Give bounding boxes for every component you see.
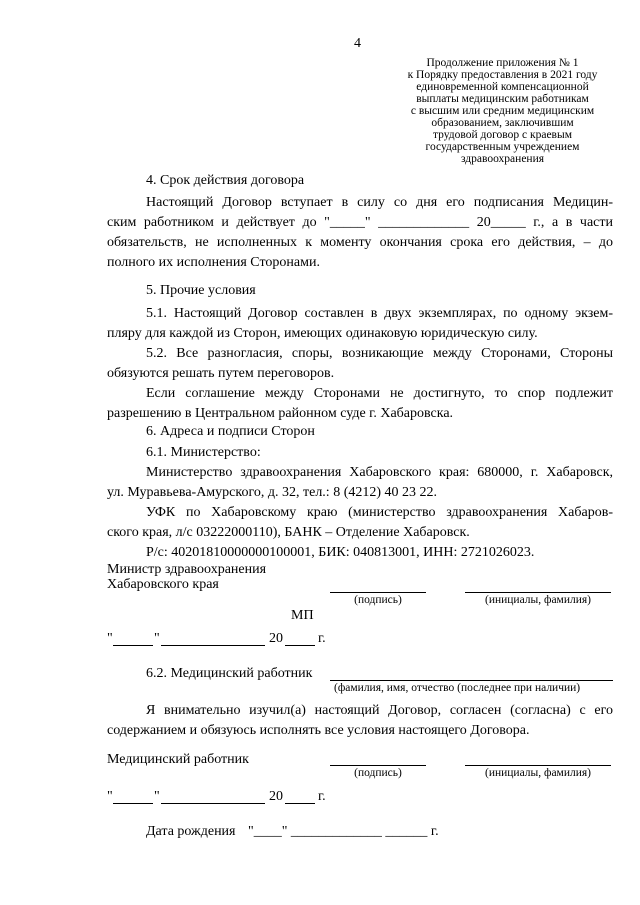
paragraph-line: ским работником и действует до "_____" _____________ 20_____ г., а в части: [107, 215, 613, 230]
paragraph-line: Я внимательно изучил(а) настоящий Договор, согласен (согласна) с его: [146, 703, 613, 718]
ministry-label: 6.1. Министерство:: [146, 445, 261, 460]
paragraph-line: Р/с: 40201810000000100001, БИК: 040813001, ИНН: 2721026023.: [146, 545, 535, 560]
page-number: 4: [354, 36, 361, 51]
appendix-header: [385, 57, 620, 165]
date-quote-close: ": [154, 631, 160, 646]
appendix-line: к Порядку предоставления в 2021 году: [407, 69, 598, 81]
section-5-body: [107, 304, 613, 424]
paragraph-line: пляру для каждой из Сторон, имеющих одинаковую юридическую силу.: [107, 326, 538, 341]
date-year-line: [285, 803, 315, 804]
date-quote-open: ": [107, 789, 113, 804]
worker-signature-line: [330, 765, 426, 766]
section-4-body: [107, 193, 613, 273]
date-month-line: [161, 645, 265, 646]
minister-signature-line: [330, 592, 426, 593]
date-day-line: [113, 645, 153, 646]
paragraph-line: разрешению в Центральном районном суде г. Хабаровска.: [107, 406, 454, 421]
medical-worker-label: 6.2. Медицинский работник: [146, 666, 313, 681]
date-year-line: [285, 645, 315, 646]
date-suffix: г.: [318, 789, 326, 804]
paragraph-line: обязательств, не исполненных к моменту окончания срока его действия, – до: [107, 235, 613, 250]
birth-date-label: Дата рождения: [146, 824, 236, 839]
section-6-heading: 6. Адреса и подписи Сторон: [146, 424, 315, 439]
paragraph-line: 5.2. Все разногласия, споры, возникающие между Сторонами, Стороны: [146, 346, 613, 361]
section-5-heading: 5. Прочие условия: [146, 283, 256, 298]
date-suffix: г.: [318, 631, 326, 646]
paragraph-line: Министерство здравоохранения Хабаровского края: 680000, г. Хабаровск,: [146, 465, 613, 480]
signature-caption: (подпись): [354, 594, 402, 606]
appendix-line: государственным учреждением: [425, 141, 580, 153]
appendix-line: здравоохранения: [460, 153, 545, 165]
fio-caption: (фамилия, имя, отчество (последнее при наличии): [334, 682, 581, 694]
medical-worker-signature-label: Медицинский работник: [107, 752, 249, 767]
paragraph-line: обязуются решать путем переговоров.: [107, 366, 335, 381]
minister-initials-line: [465, 592, 611, 593]
initials-caption: (инициалы, фамилия): [484, 767, 592, 779]
date-month-line: [161, 803, 265, 804]
paragraph-line: 5.1. Настоящий Договор составлен в двух экземплярах, по одному экзем-: [146, 306, 613, 321]
signature-caption: (подпись): [354, 767, 402, 779]
paragraph-line: полного их исполнения Сторонами.: [107, 255, 320, 270]
date-quote-close: ": [154, 789, 160, 804]
appendix-line: Продолжение приложения № 1: [426, 57, 579, 69]
minister-title: Хабаровского края: [107, 577, 219, 592]
worker-date: [107, 787, 347, 807]
appendix-line: с высшим или средним медицинским: [410, 105, 595, 117]
paragraph-line: Настоящий Договор вступает в силу со дня его подписания Медицин-: [146, 195, 613, 210]
appendix-line: единовременной компенсационной: [416, 81, 589, 93]
paragraph-line: ул. Муравьева-Амурского, д. 32, тел.: 8 (4212) 40 23 22.: [107, 485, 438, 500]
worker-initials-line: [465, 765, 611, 766]
section-4-heading: 4. Срок действия договора: [146, 173, 305, 188]
birth-date-blank: "____" _____________ ______ г.: [248, 824, 439, 839]
stamp-label: МП: [291, 608, 314, 623]
date-year-prefix: 20: [269, 631, 283, 646]
paragraph-line: ского края, л/с 03222000110), БАНК – Отделение Хабаровск.: [107, 525, 470, 540]
initials-caption: (инициалы, фамилия): [484, 594, 592, 606]
date-quote-open: ": [107, 631, 113, 646]
paragraph-line: УФК по Хабаровскому краю (министерство здравоохранения Хабаров-: [146, 505, 613, 520]
acknowledgement: [107, 701, 613, 741]
minister-title: Министр здравоохранения: [107, 562, 267, 577]
appendix-line: трудовой договор с краевым: [433, 129, 572, 141]
medical-worker-name-line: [330, 680, 613, 681]
date-year-prefix: 20: [269, 789, 283, 804]
appendix-line: образованием, заключившим: [431, 117, 574, 129]
date-day-line: [113, 803, 153, 804]
ministry-details: [107, 463, 613, 563]
paragraph-line: содержанием и обязуюсь исполнять все условия настоящего Договора.: [107, 723, 530, 738]
paragraph-line: Если соглашение между Сторонами не достигнуто, то спор подлежит: [146, 386, 613, 401]
minister-date: [107, 629, 347, 649]
appendix-line: выплаты медицинским работникам: [416, 93, 589, 105]
